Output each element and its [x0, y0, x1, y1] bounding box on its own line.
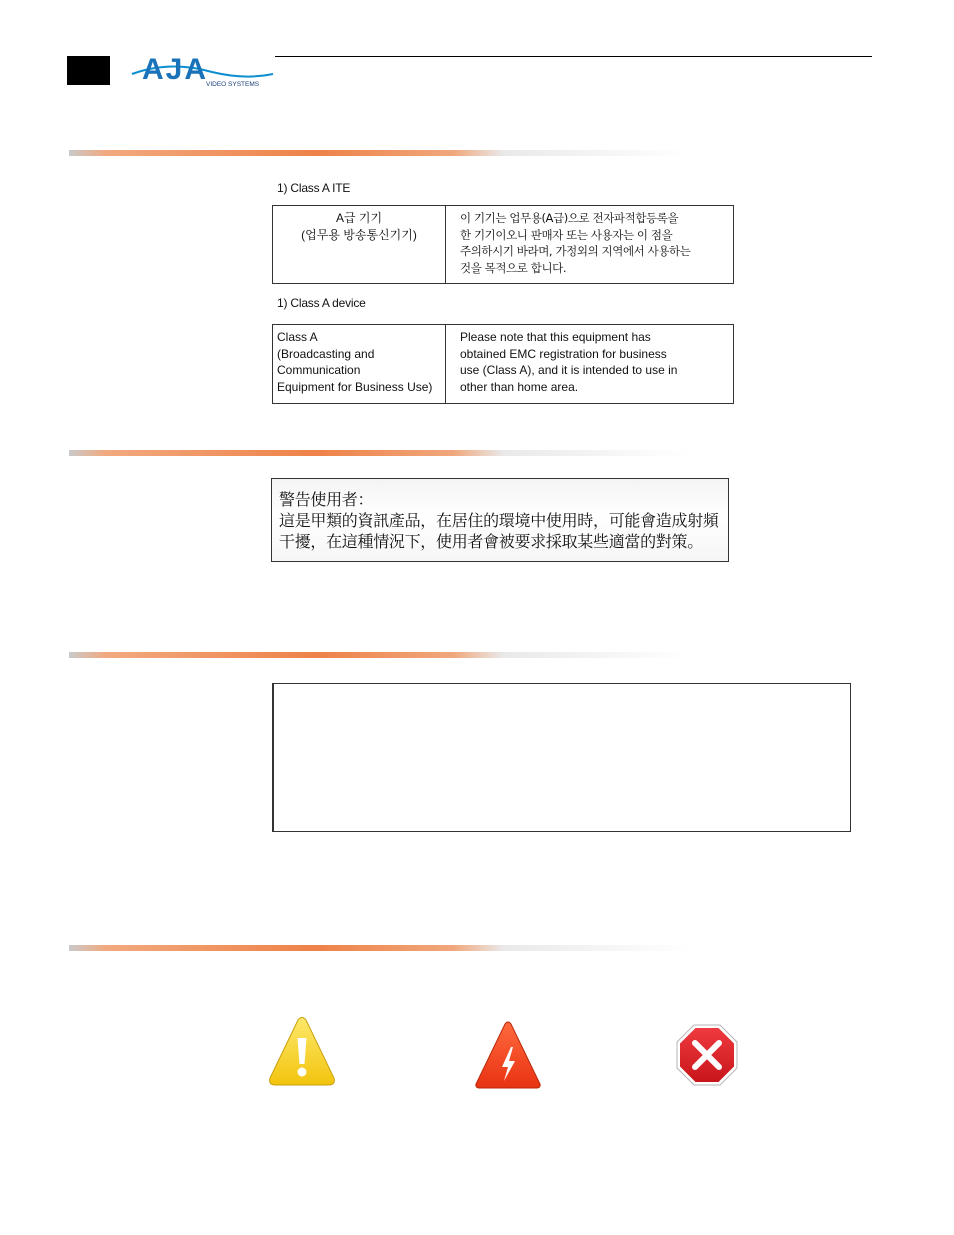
- kr-right-line: 이 기기는 업무용(A급)으로 전자파적합등록을: [460, 211, 679, 225]
- korea-class-a-table-kr: [272, 205, 734, 284]
- taiwan-warning-box: [271, 478, 729, 562]
- page-number-tab: [67, 56, 110, 85]
- en-left-cell: [273, 325, 446, 404]
- en-right-line: use (Class A), and it is intended to use in: [460, 363, 678, 377]
- high-voltage-warning-icon: [474, 1021, 542, 1094]
- en-right-cell: [446, 325, 734, 404]
- section-divider: [69, 945, 689, 951]
- taiwan-warning-title: 警告使用者：: [279, 490, 374, 509]
- en-left-line: Class A: [277, 330, 318, 344]
- kr-left-cell: [273, 206, 446, 284]
- taiwan-warning-line: 干擾，在這種情況下，使用者會被要求採取某些適當的對策。: [279, 532, 703, 551]
- en-right-line: obtained EMC registration for business: [460, 346, 667, 361]
- section-divider: [69, 652, 689, 658]
- kr-left-line: A급 기기: [335, 211, 383, 225]
- korea-caption-kr: 1) Class A ITE: [277, 181, 351, 195]
- taiwan-warning-line: 這是甲類的資訊產品，在居住的環境中使用時，可能會造成射頻: [279, 511, 719, 530]
- caution-icon: [268, 1016, 336, 1091]
- en-right-line: Please note that this equipment has: [460, 330, 651, 344]
- en-left-line: Communication: [277, 363, 361, 377]
- section-divider: [69, 450, 689, 456]
- kr-right-line: 주의하시기 바라며, 가정외의 지역에서 사용하는: [460, 244, 691, 258]
- en-left-line: Equipment for Business Use): [277, 379, 433, 394]
- aja-logo: [130, 52, 275, 92]
- header-rule: [275, 56, 872, 57]
- svg-text:AJA: AJA: [142, 53, 209, 86]
- en-right-line: other than home area.: [460, 379, 579, 394]
- notice-box: [272, 683, 851, 832]
- svg-text:VIDEO SYSTEMS: VIDEO SYSTEMS: [206, 81, 260, 88]
- stop-icon: [676, 1024, 738, 1091]
- korea-caption-en: 1) Class A device: [277, 296, 366, 310]
- section-divider: [69, 150, 689, 156]
- kr-left-line: (업무용 방송통신기기): [301, 227, 417, 242]
- kr-right-line: 것을 목적으로 합니다.: [460, 260, 567, 275]
- en-left-line: (Broadcasting and: [277, 346, 375, 361]
- kr-right-cell: [446, 206, 734, 284]
- kr-right-line: 한 기기이오니 판매자 또는 사용자는 이 점을: [460, 227, 673, 242]
- korea-class-a-table-en: [272, 324, 734, 404]
